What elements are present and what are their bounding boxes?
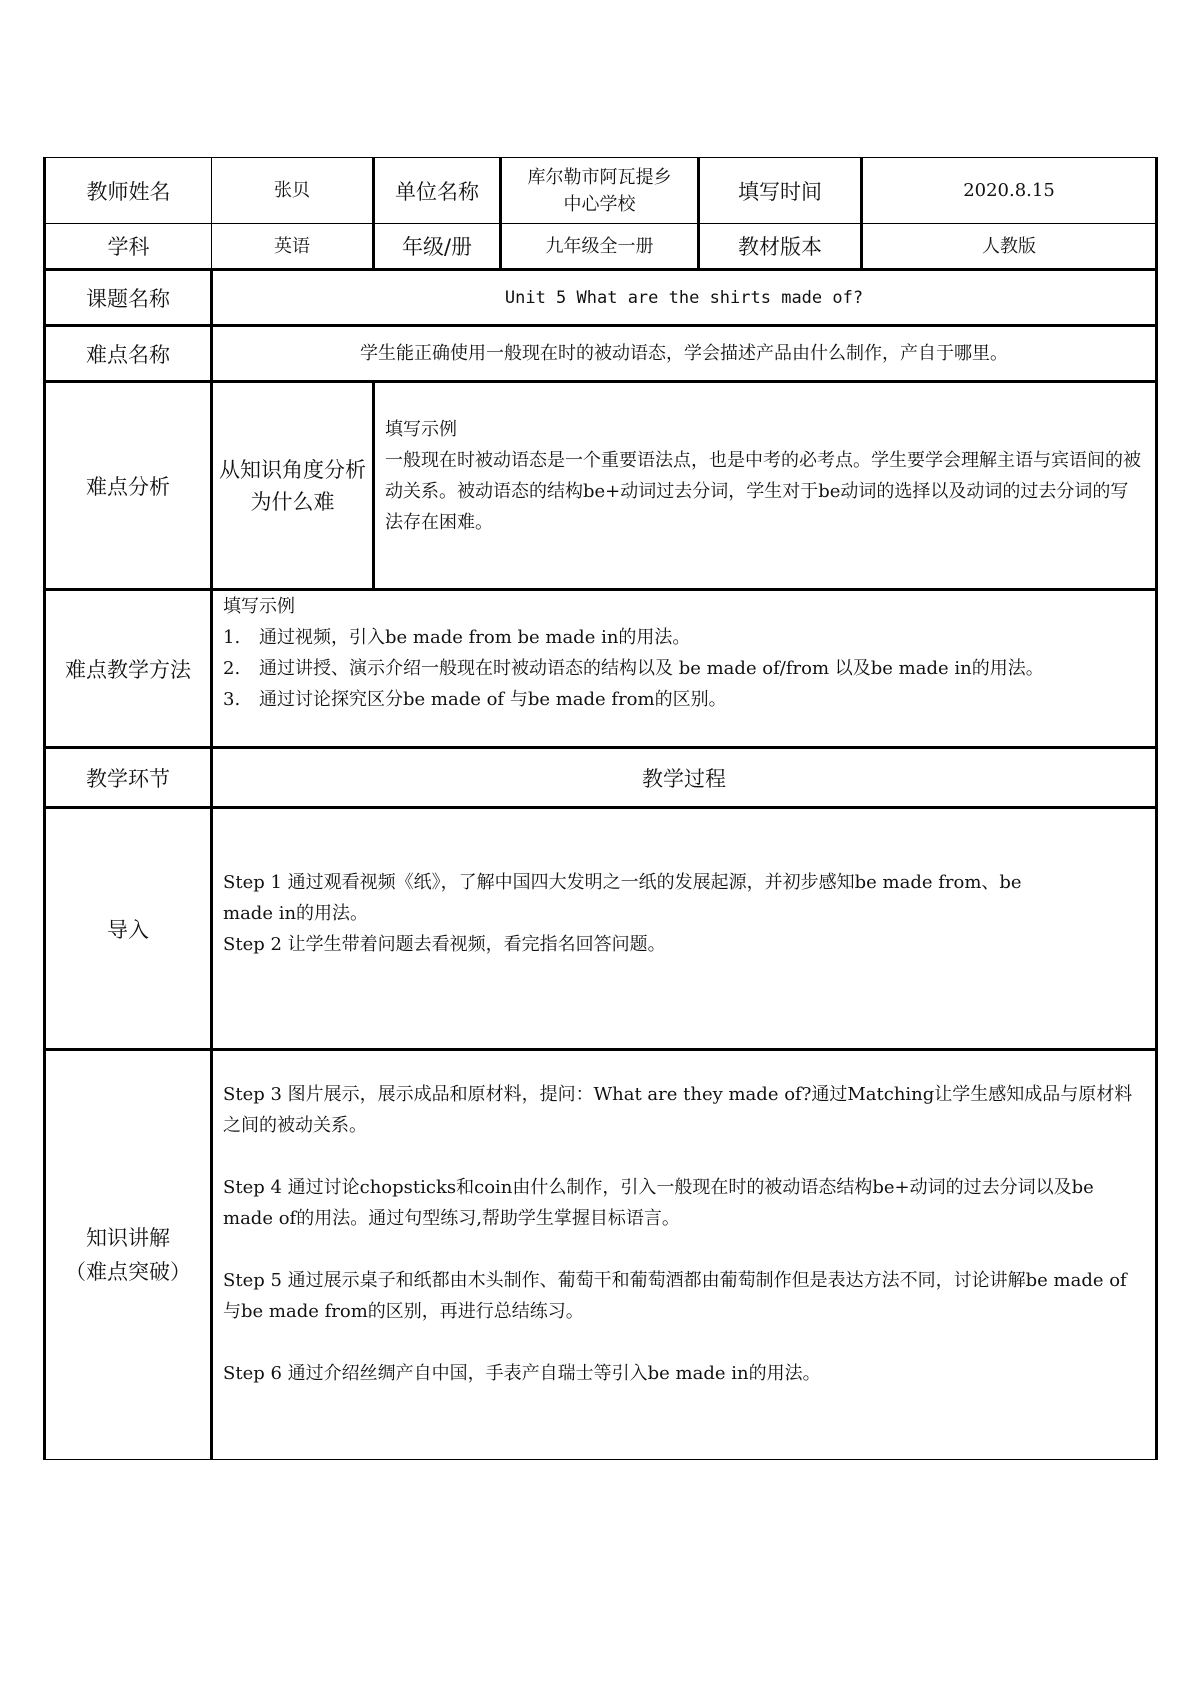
- unit-name-line1: 库尔勒市阿瓦提乡: [527, 166, 672, 188]
- edition-label: 教材版本: [699, 224, 862, 270]
- method-item: [223, 622, 1143, 653]
- difficulty-label: 难点名称: [45, 326, 212, 382]
- method-item-number: 3.: [223, 689, 241, 710]
- fill-date-value: 2020.8.15: [862, 158, 1157, 224]
- row-knowledge: [45, 1050, 1157, 1460]
- lesson-plan-table: [43, 157, 1158, 1460]
- knowledge-label-line1: 知识讲解: [86, 1226, 170, 1250]
- topic-label: 课题名称: [45, 270, 212, 326]
- row-subject-info: [45, 224, 1157, 270]
- subject-label: 学科: [45, 224, 212, 270]
- analysis-content: [374, 382, 1157, 590]
- subject-value: 英语: [212, 224, 374, 270]
- method-item-number: 2.: [223, 658, 241, 679]
- teacher-name-value: 张贝: [212, 158, 374, 224]
- difficulty-value: 学生能正确使用一般现在时的被动语态，学会描述产品由什么制作，产自于哪里。: [212, 326, 1157, 382]
- method-item-text: 通过视频，引入be made from be made in的用法。: [259, 627, 691, 648]
- analysis-label: 难点分析: [45, 382, 212, 590]
- analysis-sub-label-line1: 从知识角度分析: [219, 457, 366, 482]
- method-item: [223, 653, 1143, 684]
- grade-label: 年级/册: [374, 224, 501, 270]
- analysis-sub-label: [212, 382, 374, 590]
- method-example-label: 填写示例: [223, 596, 295, 617]
- knowledge-label-line2: （难点突破）: [65, 1260, 191, 1284]
- fill-date-label: 填写时间: [699, 158, 862, 224]
- knowledge-step: Step 4 通过讨论chopsticks和coin由什么制作，引入一般现在时的被动语态结构be+动词的过去分词以及be made of的用法。通过句型练习,帮助学生掌握目标语言。: [223, 1177, 1094, 1229]
- unit-name-value: [501, 158, 699, 224]
- lesson-plan-form: [43, 157, 1155, 1460]
- method-item-text: 通过讨论探究区分be made of 与be made from的区别。: [259, 689, 727, 710]
- row-intro: [45, 808, 1157, 1050]
- row-method: [45, 590, 1157, 748]
- edition-value: 人教版: [862, 224, 1157, 270]
- method-item-text: 通过讲授、演示介绍一般现在时被动语态的结构以及 be made of/from 以及be made in的用法。: [259, 658, 1044, 679]
- intro-step: Step 2 让学生带着问题去看视频，看完指名回答问题。: [223, 934, 666, 955]
- unit-name-label: 单位名称: [374, 158, 501, 224]
- topic-value: Unit 5 What are the shirts made of?: [212, 270, 1157, 326]
- knowledge-step: Step 3 图片展示，展示成品和原材料，提问：What are they made of?通过Matching让学生感知成品与原材料之间的被动关系。: [223, 1084, 1133, 1136]
- knowledge-label: [45, 1050, 212, 1460]
- row-topic: [45, 270, 1157, 326]
- process-stage-label: 教学环节: [45, 748, 212, 808]
- method-list: [223, 622, 1143, 715]
- row-analysis: [45, 382, 1157, 590]
- process-title: 教学过程: [212, 748, 1157, 808]
- knowledge-content: [212, 1050, 1157, 1460]
- unit-name-line2: 中心学校: [563, 193, 636, 215]
- method-item-number: 1.: [223, 627, 241, 648]
- method-content: [212, 590, 1157, 748]
- intro-content: [212, 808, 1157, 1050]
- row-difficulty: [45, 326, 1157, 382]
- intro-step: Step 1 通过观看视频《纸》，了解中国四大发明之一纸的发展起源，并初步感知be made from、be made in的用法。: [223, 872, 1022, 924]
- grade-value: 九年级全一册: [501, 224, 699, 270]
- analysis-sub-label-line2: 为什么难: [250, 489, 335, 514]
- method-label: 难点教学方法: [45, 590, 212, 748]
- row-process-header: [45, 748, 1157, 808]
- analysis-text: 一般现在时被动语态是一个重要语法点，也是中考的必考点。学生要学会理解主语与宾语间的被动关系。被动语态的结构be+动词过去分词，学生对于be动词的选择以及动词的过去分词的写法存在困难。: [385, 449, 1141, 533]
- teacher-name-label: 教师姓名: [45, 158, 212, 224]
- knowledge-step: Step 6 通过介绍丝绸产自中国，手表产自瑞士等引入be made in的用法。: [223, 1363, 821, 1384]
- row-teacher-info: [45, 158, 1157, 224]
- intro-label: 导入: [45, 808, 212, 1050]
- analysis-example-label: 填写示例: [385, 418, 457, 440]
- method-item: [223, 684, 1143, 715]
- knowledge-step: Step 5 通过展示桌子和纸都由木头制作、葡萄干和葡萄酒都由葡萄制作但是表达方法不同，讨论讲解be made of 与be made from的区别，再进行总结练习。: [223, 1270, 1127, 1322]
